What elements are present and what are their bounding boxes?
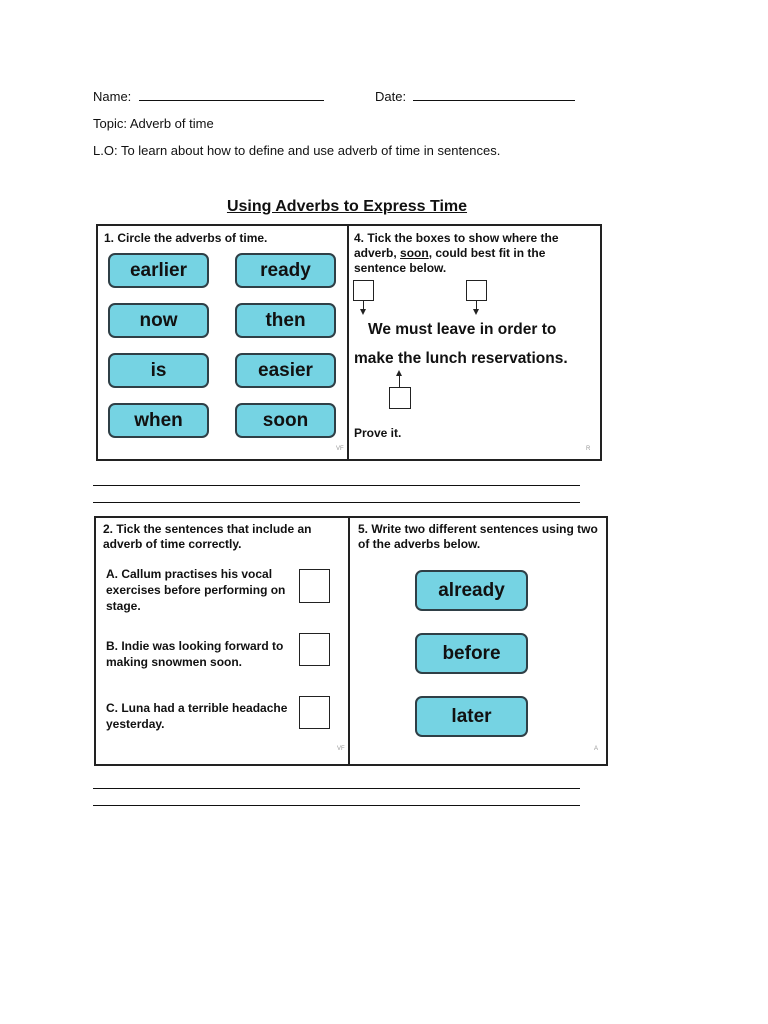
word-later[interactable]: later <box>415 696 528 737</box>
topic-line: Topic: Adverb of time <box>93 116 214 131</box>
name-field <box>93 88 324 104</box>
word-easier[interactable]: easier <box>235 353 336 388</box>
word-when[interactable]: when <box>108 403 209 438</box>
arrow-2-head <box>473 309 479 315</box>
tick-box-1[interactable] <box>353 280 374 301</box>
writing-line[interactable] <box>93 805 580 806</box>
panel5-prompt: 5. Write two different sentences using two of the adverbs below. <box>358 522 598 551</box>
panel4-prompt-part1: 4. Tick the boxes to show where the adverb, <box>354 231 559 260</box>
panel4-tag: R <box>586 446 591 452</box>
lower-divider <box>348 516 350 766</box>
tick-box-2[interactable] <box>466 280 487 301</box>
word-ready[interactable]: ready <box>235 253 336 288</box>
word-before[interactable]: before <box>415 633 528 674</box>
writing-line[interactable] <box>93 788 580 789</box>
worksheet-title: Using Adverbs to Express Time <box>226 198 468 215</box>
name-label: Name: <box>93 89 132 104</box>
writing-line[interactable] <box>93 502 580 503</box>
date-field <box>375 88 575 104</box>
panel2-prompt: 2. Tick the sentences that include an adverb of time correctly. <box>103 522 312 551</box>
word-is[interactable]: is <box>108 353 209 388</box>
word-earlier[interactable]: earlier <box>108 253 209 288</box>
arrow-3-line <box>399 376 400 387</box>
panel4-prompt-part2: , could best fit in the sentence below. <box>354 246 546 275</box>
upper-divider <box>347 224 349 461</box>
option-b: B. Indie was looking forward to making snowmen soon. <box>106 639 284 669</box>
word-already[interactable]: already <box>415 570 528 611</box>
date-blank[interactable] <box>413 88 575 101</box>
tick-box-option-b[interactable] <box>299 633 330 666</box>
date-label: Date: <box>375 89 407 104</box>
tick-box-option-c[interactable] <box>299 696 330 729</box>
prove-it: Prove it. <box>354 426 402 440</box>
word-then[interactable]: then <box>235 303 336 338</box>
name-blank[interactable] <box>139 88 324 101</box>
panel2-tag: VF <box>337 746 345 752</box>
word-now[interactable]: now <box>108 303 209 338</box>
option-c: C. Luna had a terrible headache yesterday. <box>106 701 288 731</box>
panel1-prompt: 1. Circle the adverbs of time. <box>104 231 268 245</box>
option-a: A. Callum practises his vocal exercises before performing on stage. <box>106 567 286 613</box>
sentence-line-2: make the lunch reservations. <box>354 350 568 367</box>
sentence-line-1: We must leave in order to <box>368 321 557 338</box>
word-soon[interactable]: soon <box>235 403 336 438</box>
panel1-tag: VF <box>336 446 344 452</box>
panel4-prompt-key: soon <box>400 246 429 260</box>
panel5-tag: A <box>594 746 599 752</box>
writing-line[interactable] <box>93 485 580 486</box>
tick-box-3[interactable] <box>389 387 411 409</box>
tick-box-option-a[interactable] <box>299 569 330 603</box>
arrow-1-head <box>360 309 366 315</box>
panel4-prompt <box>354 231 584 276</box>
learning-objective: L.O: To learn about how to define and use adverb of time in sentences. <box>93 143 501 158</box>
